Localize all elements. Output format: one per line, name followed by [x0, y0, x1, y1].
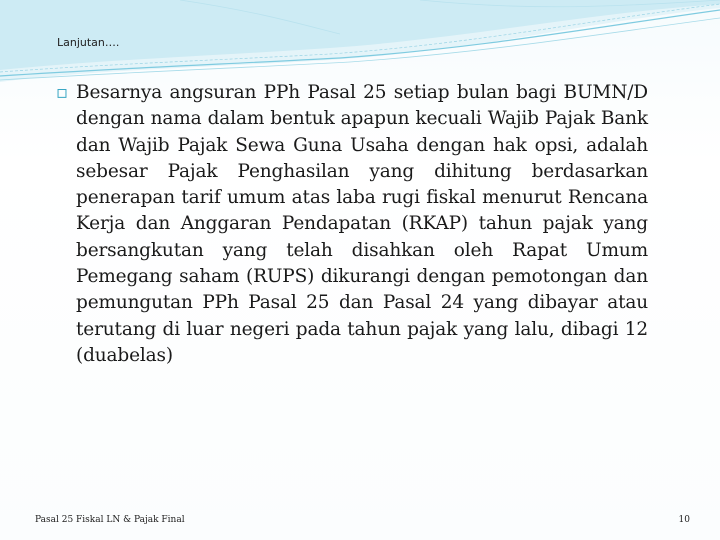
- slide-title: Lanjutan….: [57, 36, 120, 49]
- bullet-text: Besarnya angsuran PPh Pasal 25 setiap bulan bagi BUMN/D dengan nama dalam bentuk apapun kecuali Wajib Pajak Bank dan Wajib Pajak Sewa Guna Usaha dengan hak opsi, adalah sebesar Pajak Penghasilan yang dihitung berdasarkan penerapan tarif umum atas laba rugi fiskal menurut Rencana Kerja dan Anggaran Pendapatan (RKAP) tahun pajak yang bersangkutan yang telah disahkan oleh Rapat Umum Pemegang saham (RUPS) dikurangi dengan pemotongan dan pemungutan PPh Pasal 25 dan Pasal 24 yang dibayar atau terutang di luar negeri pada tahun pajak yang lalu, dibagi 12 (duabelas): [76, 82, 648, 366]
- slide-body: [56, 80, 648, 369]
- bullet-item: [56, 80, 648, 369]
- bullet-icon: ▫: [56, 82, 69, 103]
- page-number: 10: [678, 515, 690, 525]
- footer-text: Pasal 25 Fiskal LN & Pajak Final: [35, 515, 185, 525]
